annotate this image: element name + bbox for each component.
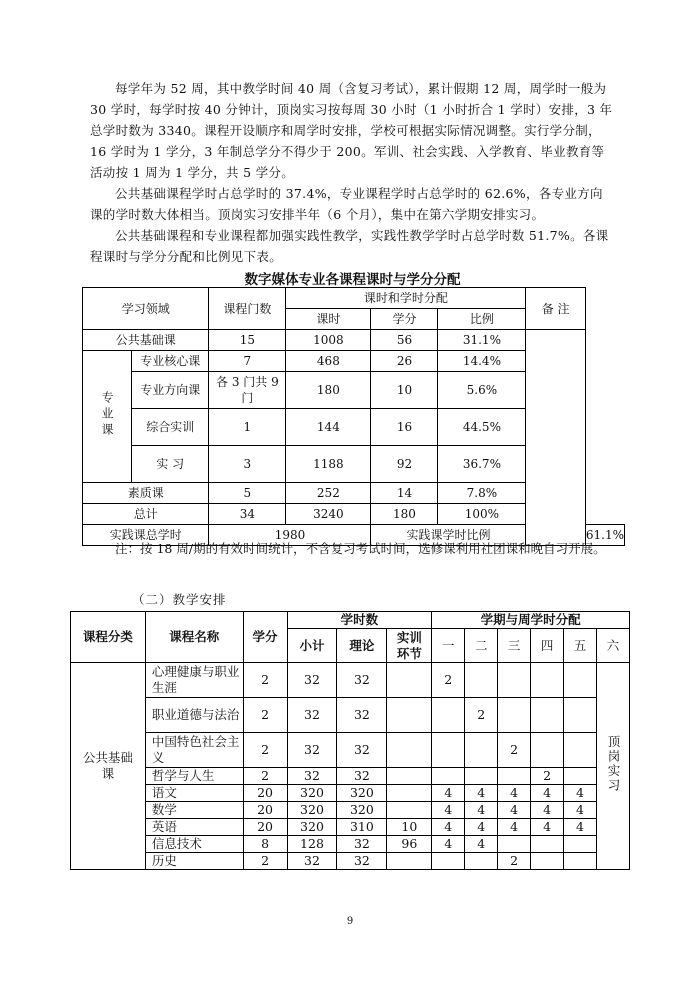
teaching-schedule-table bbox=[70, 611, 630, 870]
table-row: 英语 20 320 310 10 4 4 4 4 4 bbox=[71, 819, 630, 836]
table-row: 综合实训 1 144 16 44.5% bbox=[83, 409, 625, 446]
header-practice: 实训环节 bbox=[387, 629, 432, 663]
page-number: 9 bbox=[346, 916, 354, 927]
header-group: 课时和学时分配 bbox=[286, 288, 526, 309]
header-course-name: 课程名称 bbox=[145, 612, 243, 663]
table1-title: 数字媒体专业各课程课时与学分分配 bbox=[244, 272, 461, 288]
table-row: 素质课 5 252 14 7.8% bbox=[83, 483, 625, 504]
header-semester-group: 学期与周学时分配 bbox=[432, 612, 630, 629]
header-category: 课程分类 bbox=[71, 612, 146, 663]
table-row: 哲学与人生 2 32 32 2 bbox=[71, 768, 630, 785]
table-row: 职业道德与法治 2 32 32 2 bbox=[71, 698, 630, 733]
header-semester-3: 三 bbox=[498, 629, 531, 663]
header-hours: 课时 bbox=[286, 309, 371, 330]
header-credits: 学分 bbox=[371, 309, 438, 330]
credit-distribution-table bbox=[82, 287, 625, 546]
table-row: 数学 20 320 320 4 4 4 4 4 bbox=[71, 802, 630, 819]
table-row: 中国特色社会主义 2 32 32 2 bbox=[71, 733, 630, 768]
remark-cell bbox=[526, 330, 585, 546]
header-semester-2: 二 bbox=[465, 629, 498, 663]
header-domain: 学习领域 bbox=[83, 288, 209, 330]
header-semester-1: 一 bbox=[432, 629, 465, 663]
header-semester-5: 五 bbox=[564, 629, 597, 663]
header-remark: 备 注 bbox=[526, 288, 585, 330]
table-row: 专业方向课 各 3 门共 9 门 180 10 5.6% bbox=[83, 372, 625, 409]
table-row: 实 习 3 1188 92 36.7% bbox=[83, 446, 625, 483]
paragraph-3: 公共基础课程和专业课程都加强实践性教学，实践性教学学时占总学时数 51.7%。各课程课时与学分分配和比例见下表。 bbox=[90, 228, 609, 264]
paragraph-2: 公共基础课程学时占总学时的 37.4%，专业课程学时占总学时的 62.6%，各专业方向课的学时数大体相当。顶岗实习安排半年（6 个月），集中在第六学期安排实习。 bbox=[90, 186, 603, 222]
header-semester-6: 六 bbox=[596, 629, 629, 663]
table-row: 公共基础课 15 1008 56 31.1% bbox=[83, 330, 625, 351]
table-row: 信息技术 8 128 32 96 4 4 bbox=[71, 836, 630, 853]
major-label: 专业课 bbox=[83, 351, 132, 483]
table-row: 专业课 专业核心课 7 468 26 14.4% bbox=[83, 351, 625, 372]
header-credit: 学分 bbox=[243, 612, 287, 663]
table-note: 注：按 18 周/期的有效时间统计，不含复习考试时间，选修课利用社团课和晚自习开展。 bbox=[115, 541, 606, 556]
header-count: 课程门数 bbox=[209, 288, 286, 330]
header-theory: 理论 bbox=[337, 629, 387, 663]
sixth-semester-note: 顶岗实习 bbox=[596, 663, 629, 870]
header-semester-4: 四 bbox=[531, 629, 564, 663]
table-row: 公共基础课 心理健康与职业生涯 2 32 32 2 顶岗实习 bbox=[71, 663, 630, 698]
header-hours-group: 学时数 bbox=[287, 612, 432, 629]
table-row: 语文 20 320 320 4 4 4 4 4 bbox=[71, 785, 630, 802]
category-cell: 公共基础课 bbox=[71, 663, 146, 870]
header-ratio: 比例 bbox=[438, 309, 526, 330]
paragraph-1: 每学年为 52 周，其中教学时间 40 周（含复习考试），累计假期 12 周，周学时一般为 30 学时，每学时按 40 分钟计，顶岗实习按每周 30 小时（1 小时折合 1 学时）安排，3 年总学时数为 3340。课程开设顺序和周学时安排，学校可根据实际情况调整。实行学分制，16 学时为 1 学分，3 年制总学分不得少于 200。军训、社会实践、入学教育、毕业教育等活动按 1 周为 1 学分，共 5 学分。 bbox=[90, 81, 613, 180]
section-title: （二）教学安排 bbox=[132, 592, 227, 607]
header-subtotal: 小计 bbox=[287, 629, 337, 663]
table-row: 实践课总学时 1980 实践课学时比例 61.1% bbox=[83, 525, 625, 546]
table-row: 总计 34 3240 180 100% bbox=[83, 504, 625, 525]
table-row: 历史 2 32 32 2 bbox=[71, 853, 630, 870]
